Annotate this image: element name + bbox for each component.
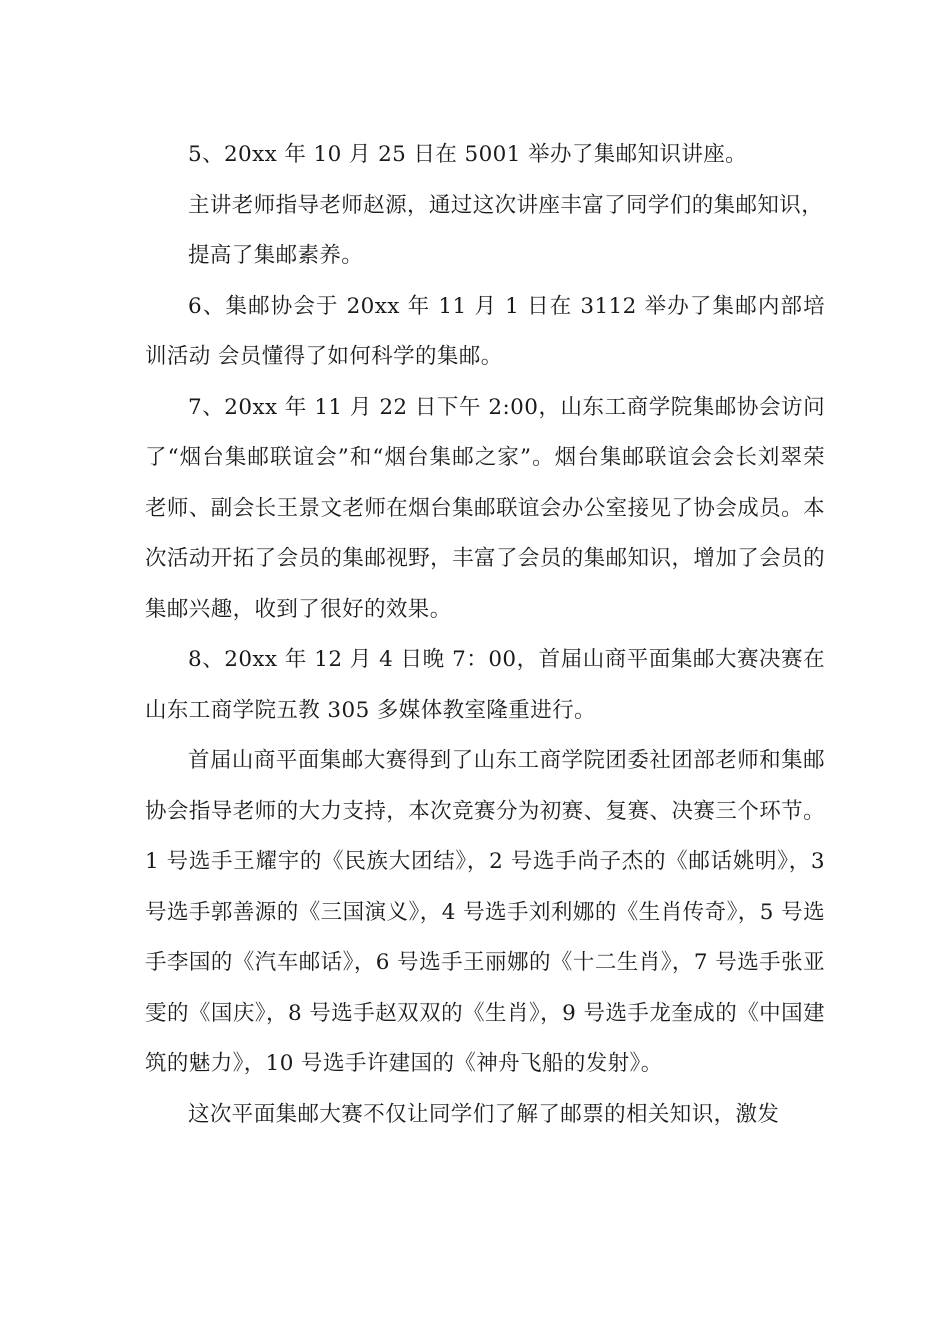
- paragraph-visit: 7、20xx 年 11 月 22 日下午 2:00，山东工商学院集邮协会访问了“烟台集邮联谊会”和“烟台集邮之家”。烟台集邮联谊会会长刘翠荣老师、副会长王景文老师在烟台集邮联谊会办公室接见了协会成员。本次活动开拓了会员的集邮视野，丰富了会员的集邮知识，增加了会员的集邮兴趣，收到了很好的效果。: [145, 394, 825, 622]
- paragraph-training: 6、集邮协会于 20xx 年 11 月 1 日在 3112 举办了集邮内部培训活动 会员懂得了如何科学的集邮。: [145, 293, 825, 369]
- document-body: [145, 130, 825, 1140]
- paragraph-conclusion: 这次平面集邮大赛不仅让同学们了解了邮票的相关知识，激发: [188, 1101, 780, 1127]
- paragraph-literacy: 提高了集邮素养。: [188, 243, 364, 268]
- paragraph-final: 8、20xx 年 12 月 4 日晚 7：00，首届山商平面集邮大赛决赛在山东工商学院五教 305 多媒体教室隆重进行。: [145, 647, 825, 723]
- paragraph-lecture: 5、20xx 年 10 月 25 日在 5001 举办了集邮知识讲座。: [188, 142, 748, 167]
- paragraph-lecturer: 主讲老师指导老师赵源，通过这次讲座丰富了同学们的集邮知识，: [188, 192, 824, 218]
- paragraph-contestants: 首届山商平面集邮大赛得到了山东工商学院团委社团部老师和集邮协会指导老师的大力支持，本次竞赛分为初赛、复赛、决赛三个环节。1 号选手王耀宇的《民族大团结》，2 号选手尚子杰的《邮话姚明》，3 号选手郭善源的《三国演义》，4 号选手刘利娜的《生肖传奇》，5 号选手李国的《汽车邮话》，6 号选手王丽娜的《十二生肖》，7 号选手张亚雯的《国庆》，8 号选手赵双双的《生肖》，9 号选手龙奎成的《中国建筑的魅力》，10 号选手许建国的《神舟飞船的发射》。: [145, 748, 825, 1076]
